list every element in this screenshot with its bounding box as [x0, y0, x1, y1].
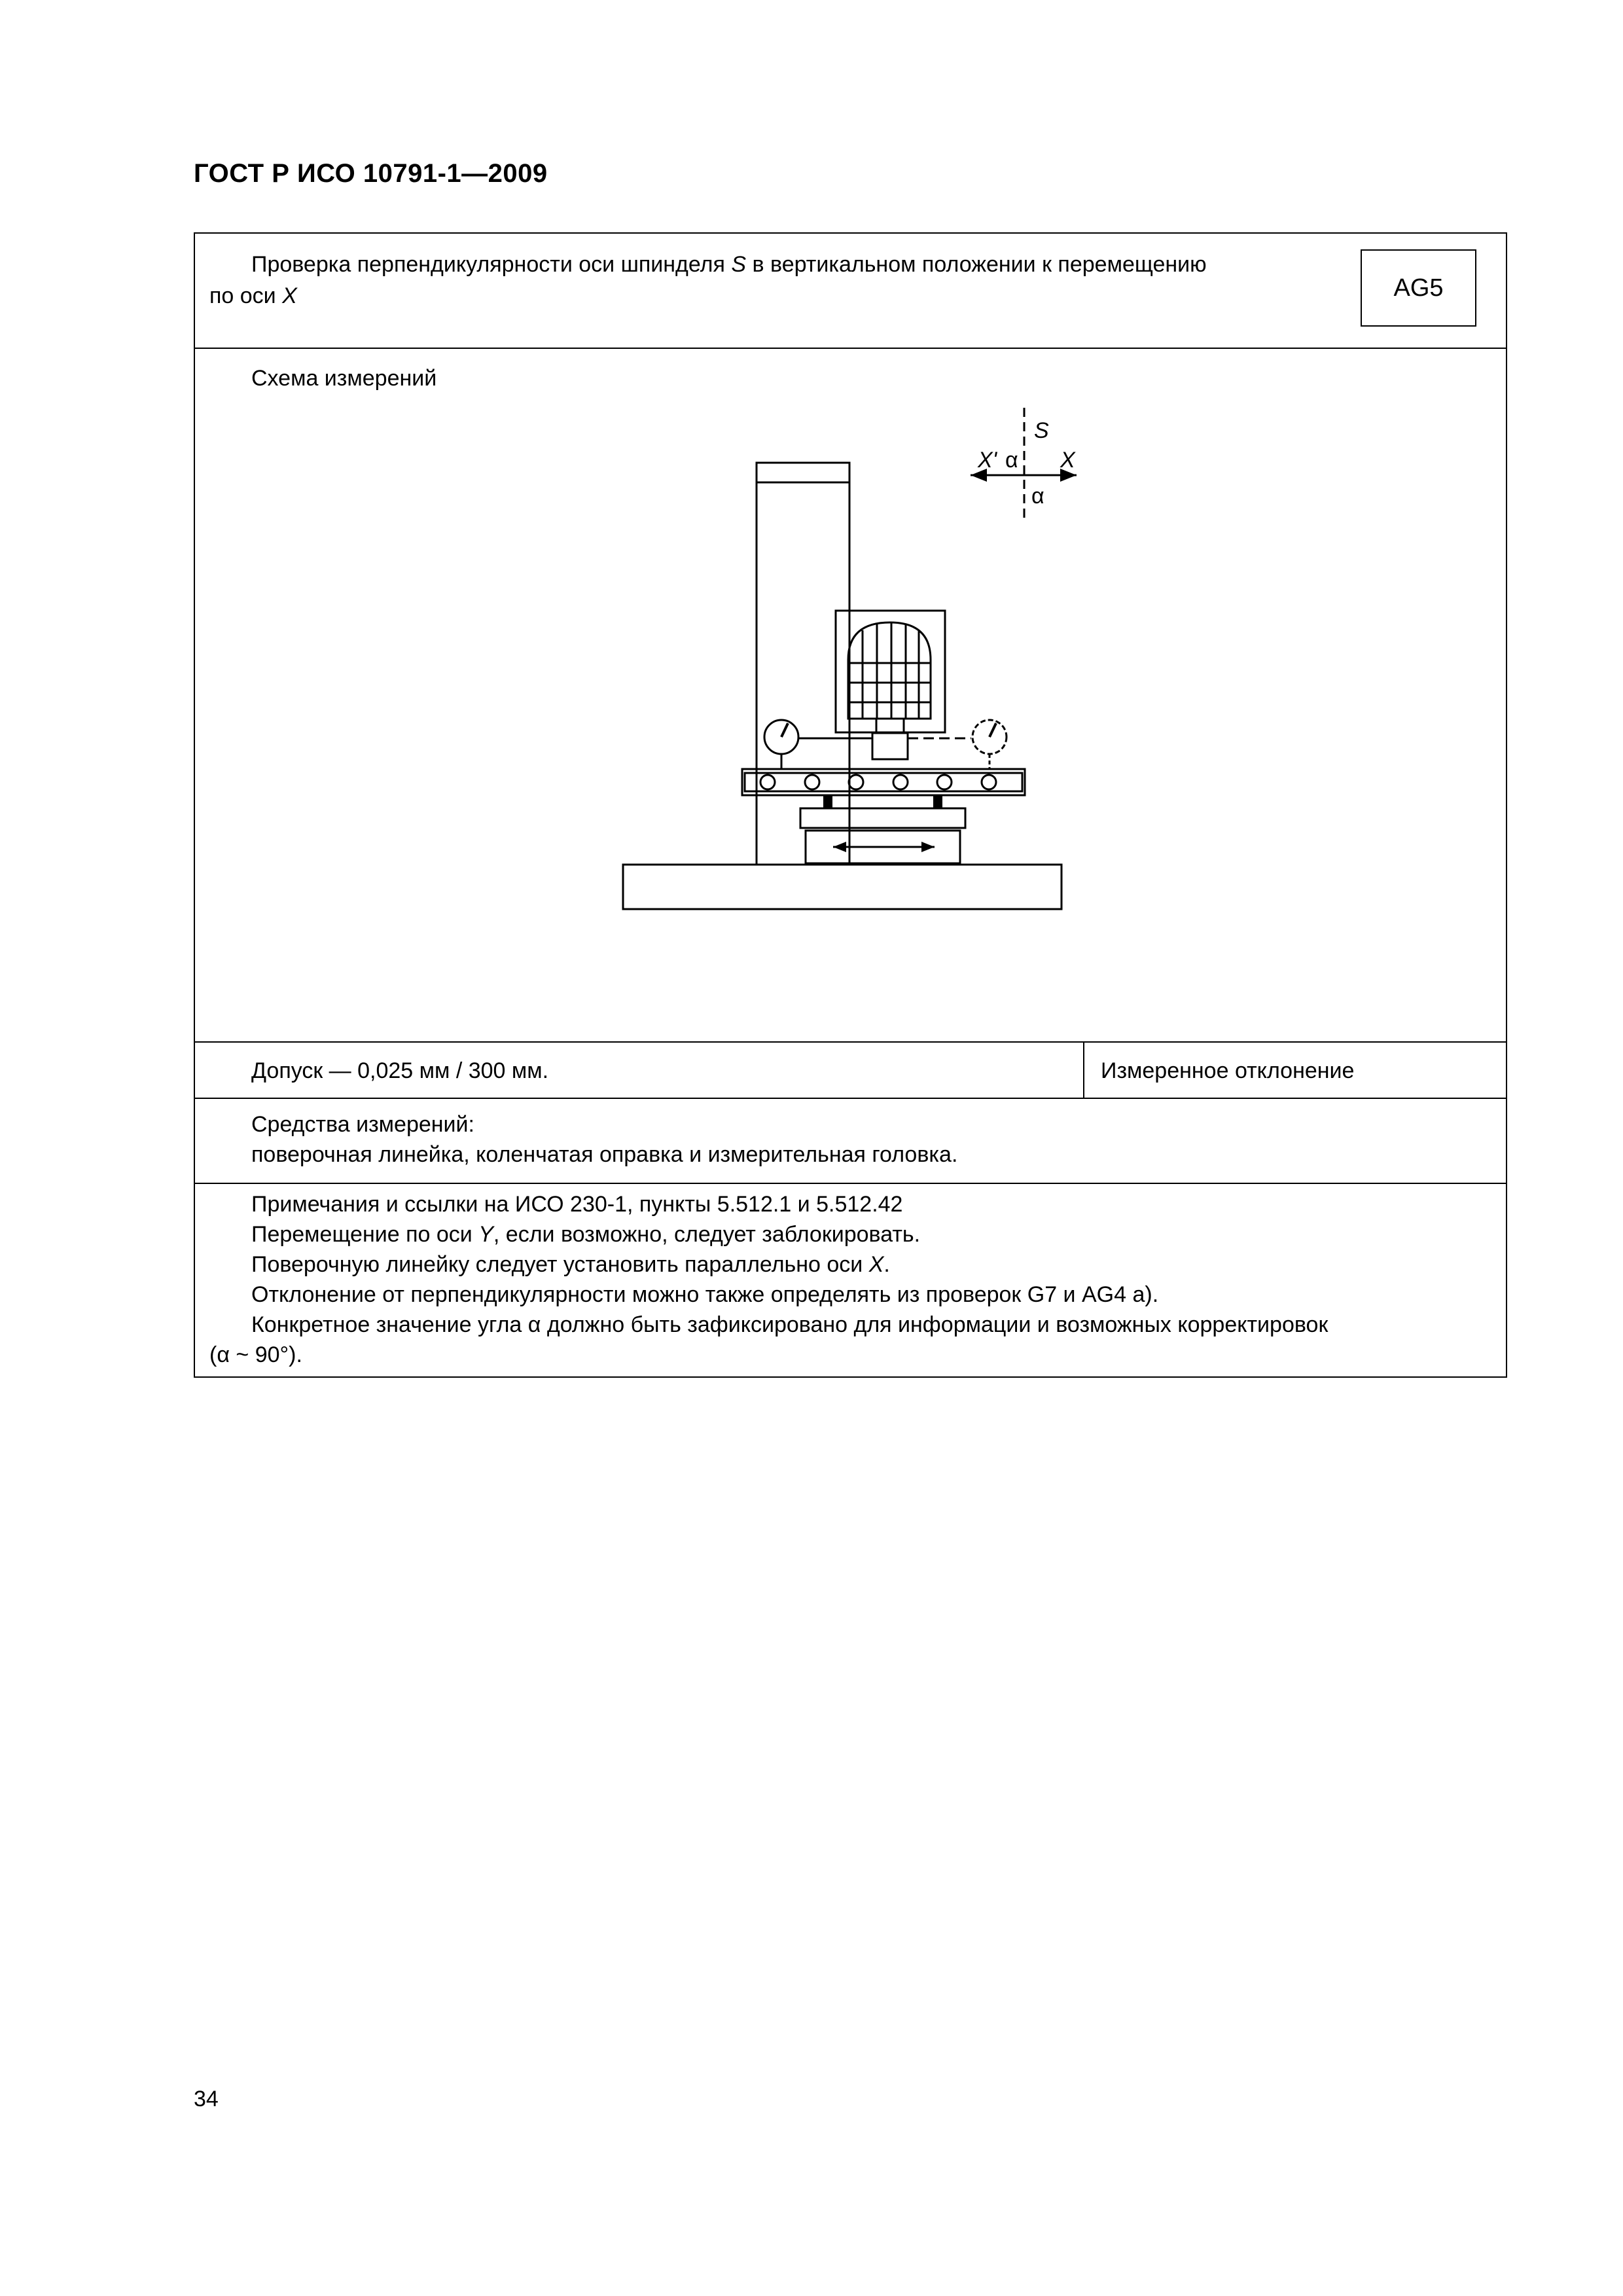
- scheme-label: Схема измерений: [251, 366, 437, 391]
- instruments-label: Средства измерений:: [251, 1112, 474, 1137]
- notes-row: [195, 1184, 1506, 1377]
- check-title-line2: по оси X: [209, 283, 297, 308]
- spindle-nose: [872, 733, 908, 759]
- notes-line3: Поверочную линейку следует установить параллельно оси X.: [251, 1252, 890, 1277]
- check-title-line1: Проверка перпендикулярности оси шпинделя S в вертикальном положении к перемещению: [251, 252, 1207, 277]
- axis-xprime-label: X': [978, 448, 997, 473]
- column-top: [757, 463, 849, 482]
- notes-line4: Отклонение от перпендикулярности можно также определять из проверок G7 и AG4 a).: [251, 1282, 1159, 1307]
- page-number: 34: [194, 2087, 219, 2111]
- check-card: [194, 232, 1507, 1378]
- measured-deviation-label: Измеренное отклонение: [1101, 1058, 1355, 1083]
- axis-x-label: X: [1060, 448, 1075, 473]
- axis-s-label: S: [1034, 418, 1049, 443]
- instruments-text: поверочная линейка, коленчатая оправка и измерительная головка.: [251, 1142, 958, 1167]
- check-code-box: AG5: [1361, 249, 1476, 327]
- document-header: ГОСТ Р ИСО 10791-1—2009: [194, 159, 548, 188]
- machine-base: [623, 865, 1061, 909]
- machine-table: [800, 808, 965, 828]
- tolerance-text: Допуск — 0,025 мм / 300 мм.: [251, 1058, 549, 1083]
- measurement-diagram: [195, 349, 1506, 1041]
- tolerance-divider: [1083, 1043, 1084, 1098]
- alpha-top-label: α: [1005, 448, 1018, 473]
- notes-line6: (α ~ 90°).: [209, 1342, 302, 1367]
- notes-line1: Примечания и ссылки на ИСО 230-1, пункты 5.512.1 и 5.512.42: [251, 1192, 903, 1217]
- alpha-bottom-label: α: [1031, 484, 1044, 509]
- notes-line5: Конкретное значение угла α должно быть зафиксировано для информации и возможных корректировок: [251, 1312, 1329, 1337]
- check-title-row: [195, 234, 1506, 349]
- instruments-row: [195, 1099, 1506, 1184]
- scheme-row: [195, 349, 1506, 1043]
- tolerance-row: [195, 1043, 1506, 1099]
- notes-line2: Перемещение по оси Y, если возможно, следует заблокировать.: [251, 1222, 921, 1247]
